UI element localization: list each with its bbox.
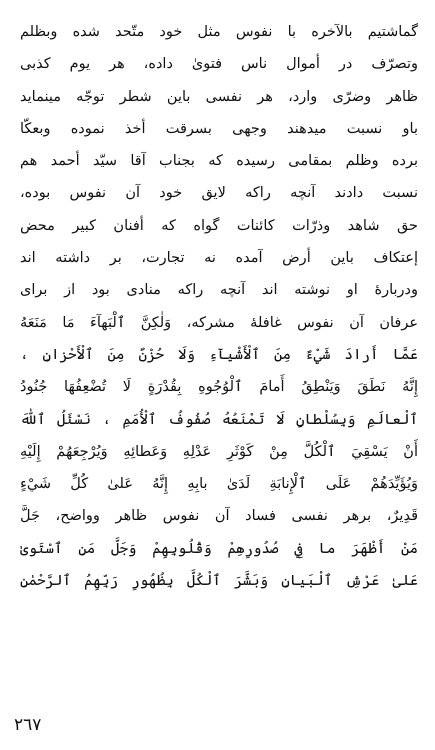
text-line: وَيُؤَيِّدَهُمْ عَلَى ٱلْإِنابَةِ لَدَىٰ بابِهِ إِنَّهُ عَلىٰ كُلِّ شَيْءٍ (20, 476, 418, 493)
text-line: گماشتيم بالآخره با نفوس مثل خود متّحد شده وبظلم (20, 24, 418, 40)
text-line: عرفان آن نفوس غافلهٔ مشركه، وَلٰكِنَّ ٱلْبَهآءَ مَا مَنَعَهُ (20, 314, 418, 331)
text-line: برده وظلم بمقامی رسيده كه بجناب آقا سيّد أحمد هم (20, 153, 418, 170)
text-line: إعتكاف باين أرض آمده نه تجارت، بر داشته اند (20, 250, 418, 267)
text-line: قَدِيرٌ، برهر نفسی فساد آن نفوس ظاهر وواضح، جَلَّ (20, 508, 418, 525)
text-line: حق شاهد وذرّات كائنات گواه كه أفنان كبير محض (20, 217, 418, 234)
text-line: أَنْ يَسْقِيَ ٱلْكُلَّ مِنْ كَوْثَرِ عَدْلِهِ وَعَطائِهِ وَيُرْجِعَهُمْ إِلَيْهِ (20, 443, 418, 460)
text-line: إِنَّهُ نَطَقَ وَيَنْطِقُ أَمامَ ٱلْوُجُوهِ بِقُدْرَةٍ لَا تُضْعِفُهَا جُنُودُ (20, 379, 418, 396)
text-line: نسبت دادند آنچه راكه لايق خود آن نفوس بوده، (20, 185, 418, 202)
text-line: عَلىٰ عَرْشِ ٱلْبَيانِ وَبَشَّرَ ٱلْكُلَّ بِظُهُورِ رَبِّهِمُ ٱلرَّحْمٰنِ (20, 573, 418, 590)
text-line: مَنْ أَظْهَرَ ما فِي صُدُورِهِمْ وَقُلُوبِهِمْ وَجَلَّ مَنِ ٱسْتَوىٰ (20, 540, 418, 557)
page-number: ٢٦٧ (14, 715, 42, 735)
text-line: باو نسبت ميدهند وجهی بسرقت أخذ نموده وبعكّا (20, 120, 418, 137)
text-line: ودربارهٔ او نوشته اند آنچه راكه منادی بود از برای (20, 282, 418, 299)
body-text (20, 16, 418, 597)
text-line: ٱلْعالَمِ وَبِسُلْطانٍ لَا تَمْنَعُهُ صُفُوفُ ٱلْأُمَمِ ، نَسْئَلُ ٱللّٰهَ (20, 411, 418, 428)
text-line: وتصرّف در أموال ناس فتویٰ داده، هر يوم كذبی (20, 56, 418, 73)
text-line: عَمَّا أَرادَ شَيْءٌ مِنَ ٱلْأَشْيآءِ وَلَا حُزْنٌ مِنَ ٱلْأَحْزانِ ، (20, 346, 418, 363)
text-line: ظاهر وضرّی وارد، هر نفسی باين شطر توجّه مينمايد (20, 88, 418, 105)
